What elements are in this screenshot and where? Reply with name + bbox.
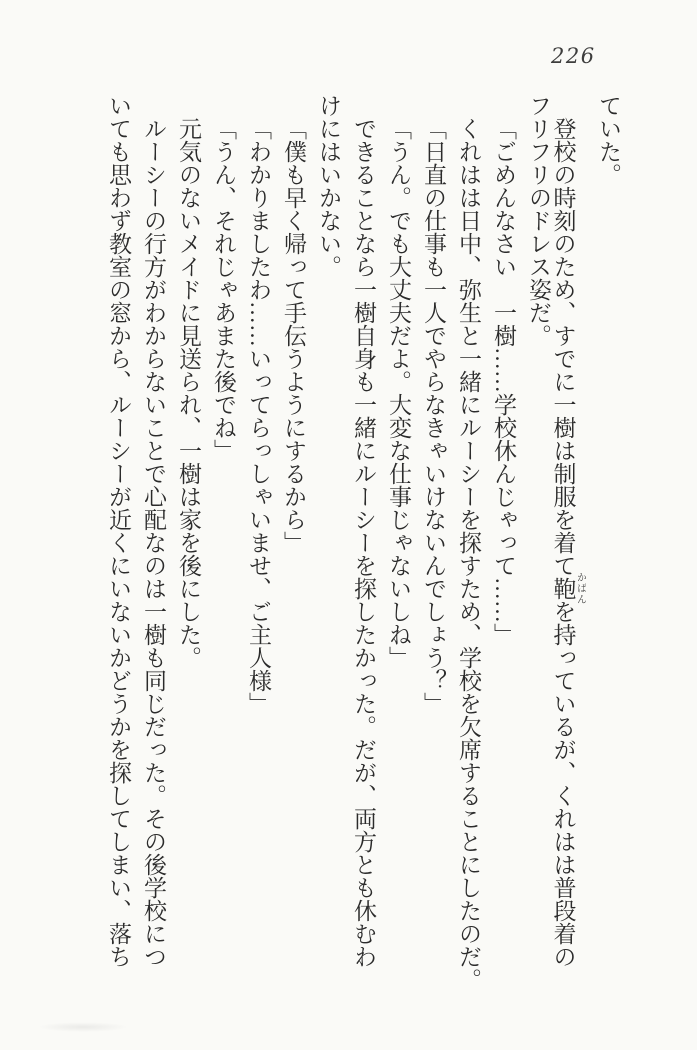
ruby-annotated-word: 鞄 かばん (550, 572, 586, 605)
text-run: いても思わず教室の窓から、ルーシーが近くにいないかどうかを探してしまい、落ち (106, 94, 131, 968)
furigana: かばん (574, 572, 586, 605)
text-column (317, 94, 340, 1006)
page-number: 226 (551, 44, 596, 68)
text-run: を持っているが、くれはは普段着の (550, 600, 576, 968)
text-column (282, 94, 305, 1006)
text-run: ていた。 (596, 94, 621, 186)
text-column (550, 94, 586, 1006)
scan-smudge (38, 1022, 128, 1032)
text-column (177, 94, 200, 1006)
text-run: 「日直の仕事も一人でやらなきゃいけないんでしょう？」 (421, 117, 446, 715)
vertical-text-block (95, 94, 620, 1006)
text-column (597, 94, 620, 1006)
text-run: 「うん、それじゃあまた後でね」 (211, 117, 236, 462)
text-column (212, 94, 235, 1006)
text-run: 「わかりましたわ……いってらっしゃいませ、ご主人様」 (246, 117, 271, 715)
text-column (527, 94, 550, 1006)
text-column (457, 94, 480, 1006)
text-column (352, 94, 375, 1006)
text-column (387, 94, 410, 1006)
text-column (107, 94, 130, 1006)
text-column (247, 94, 270, 1006)
text-run: 「ごめんなさい 一樹……学校休んじゃって……」 (491, 117, 516, 646)
text-column (142, 94, 165, 1006)
text-run: ルーシーの行方がわからないことで心配なのは一樹も同じだった。その後学校につ (141, 117, 166, 968)
text-run: 「うん。でも大丈夫だよ。大変な仕事じゃないしね」 (386, 117, 411, 669)
text-run: 「僕も早く帰って手伝うようにするから」 (281, 117, 306, 554)
text-run: フリフリのドレス姿だ。 (526, 94, 551, 347)
text-run: 元気のないメイドに見送られ、一樹は家を後にした。 (176, 117, 201, 669)
text-column (422, 94, 445, 1006)
text-column (492, 94, 515, 1006)
text-run: できることなら一樹自身も一緒にルーシーを探したかった。だが、両方とも休むわ (351, 117, 376, 968)
text-run: くれはは日中、弥生と一緒にルーシーを探すため、学校を欠席することにしたのだ。 (456, 117, 481, 991)
text-run: 登校の時刻のため、すでに一樹は制服を着て (550, 117, 576, 577)
text-run: けにはいかない。 (316, 94, 341, 278)
